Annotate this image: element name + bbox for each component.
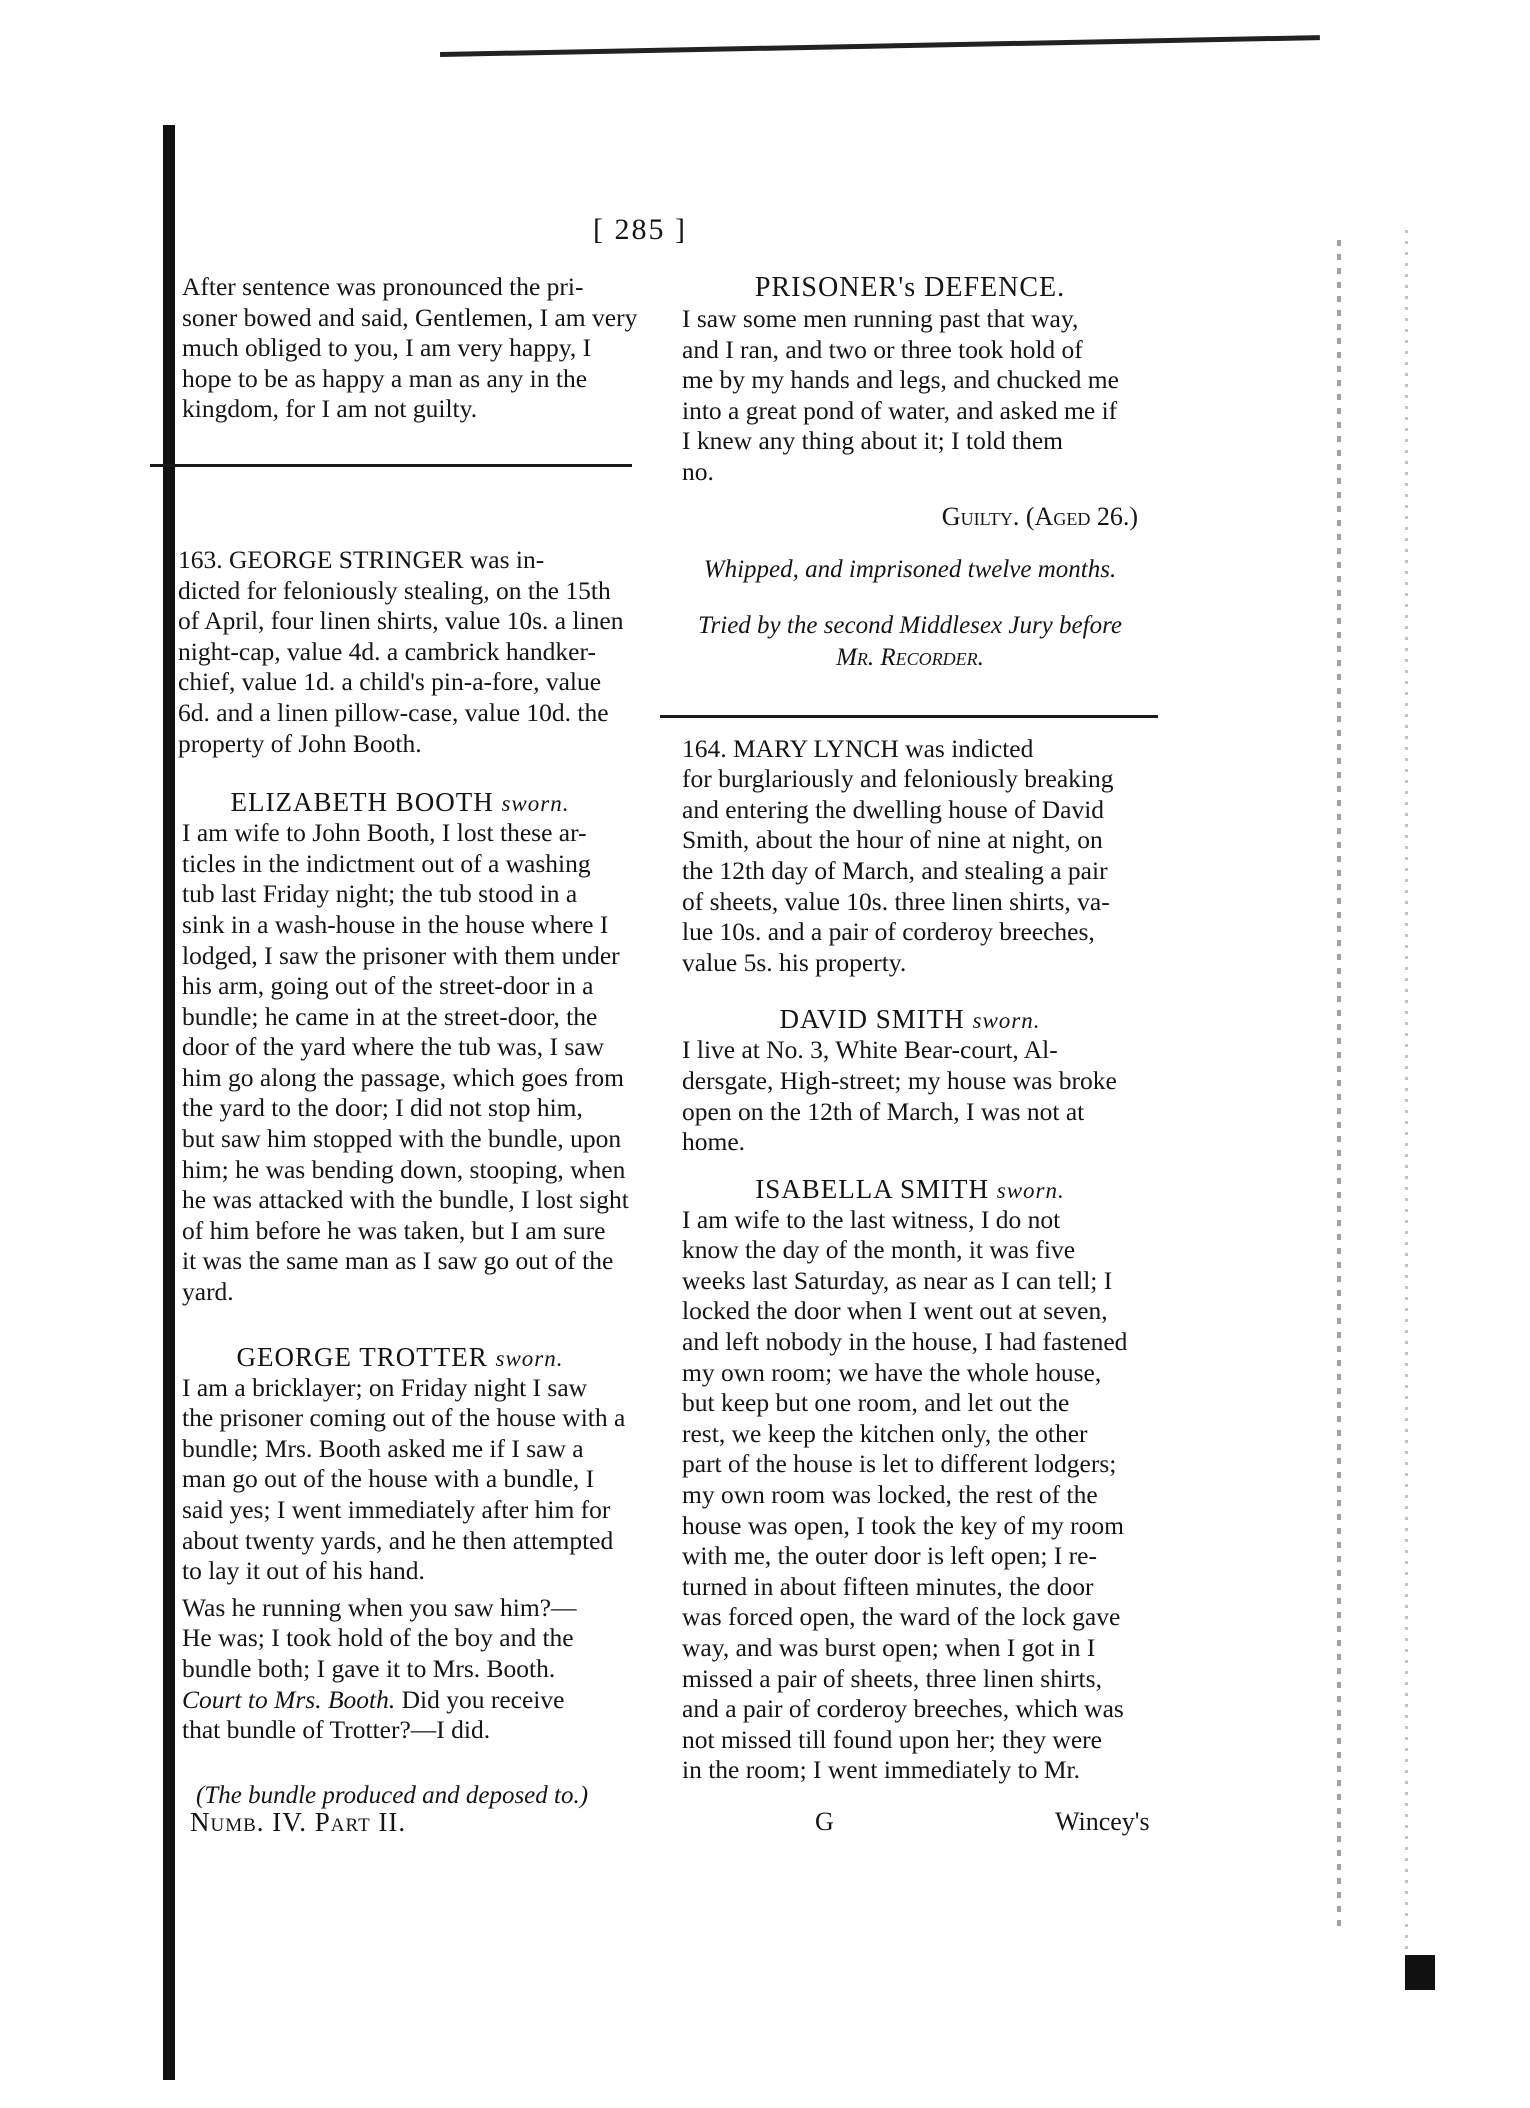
witness-testimony: [660, 1205, 1160, 1786]
witness-heading-george-trotter: [160, 1342, 640, 1373]
text-line: hope to be as happy a man as any in the: [182, 363, 588, 393]
sworn-label: sworn.: [501, 791, 570, 817]
text-line: my own room; we have the whole house,: [682, 1357, 1102, 1387]
section-rule: [660, 715, 1158, 718]
right-edge-shadow-outer: [1405, 230, 1408, 1950]
verdict: Guilty. (Aged 26.): [941, 501, 1138, 531]
text-line: bundle; Mrs. Booth asked me if I saw a: [182, 1433, 584, 1463]
text-line: no.: [682, 456, 714, 486]
text-line: open on the 12th of March, I was not at: [682, 1096, 1085, 1126]
text-line: way, and was burst open; when I got in I: [682, 1633, 1096, 1662]
text-line: turned in about fifteen minutes, the door: [682, 1571, 1094, 1601]
text-line: night-cap, value 4d. a cambrick handker-: [178, 636, 596, 666]
witness-heading-isabella-smith: [660, 1174, 1160, 1205]
text-line: was forced open, the ward of the lock gave: [682, 1602, 1121, 1632]
text-line: ticles in the indictment out of a washing: [182, 848, 591, 878]
catchword: Wincey's: [1055, 1807, 1150, 1836]
text-line: of April, four linen shirts, value 10s. a linen: [178, 606, 624, 636]
bundle-note: (The bundle produced and deposed to.): [196, 1781, 589, 1809]
text-line: house was open, I took the key of my room: [682, 1510, 1124, 1540]
text-line: about twenty yards, and he then attempted: [182, 1525, 614, 1555]
text-line: the prisoner coming out of the house with a: [182, 1403, 626, 1433]
text-line: and entering the dwelling house of David: [682, 794, 1105, 824]
text-line: for burglariously and feloniously breaking: [682, 764, 1114, 794]
left-column: [160, 272, 640, 1812]
text-line: to lay it out of his hand.: [182, 1556, 425, 1586]
court-question: [160, 1685, 640, 1746]
witness-name: DAVID SMITH: [779, 1004, 965, 1035]
top-edge-rule: [440, 35, 1320, 57]
question-answer: [160, 1593, 640, 1685]
text-line: Was he running when you saw him?—: [182, 1592, 577, 1622]
text-line: bundle both; I gave it to Mrs. Booth.: [182, 1653, 556, 1683]
text-line: Mr. Recorder.: [836, 643, 984, 671]
text-line: I saw some men running past that way,: [682, 304, 1079, 333]
text-line: dersgate, High-street; my house was broke: [682, 1065, 1117, 1095]
text-line: the yard to the door; I did not stop him,: [182, 1093, 583, 1123]
case-164-indictment: [660, 734, 1160, 979]
text-line: lue 10s. and a pair of corderoy breeches,: [682, 917, 1095, 947]
text-line: of him before he was taken, but I am sure: [182, 1215, 606, 1245]
sworn-label: sworn.: [495, 1345, 564, 1371]
text-line: sink in a wash-house in the house where I: [182, 909, 609, 939]
witness-heading-elizabeth-booth: [160, 787, 640, 818]
text-line: man go out of the house with a bundle, I: [182, 1464, 595, 1494]
text-line: and left nobody in the house, I had fastened: [682, 1327, 1128, 1357]
intro-paragraph: [160, 272, 640, 425]
text-line: bundle; he came in at the street-door, the: [182, 1001, 598, 1031]
text-line: dicted for feloniously stealing, on the 15th: [178, 575, 611, 605]
case-163-indictment: [160, 545, 640, 759]
text-line: part of the house is let to different lodgers;: [682, 1449, 1117, 1479]
text-line: door of the yard where the tub was, I saw: [182, 1032, 605, 1062]
text-line: yard.: [182, 1277, 234, 1307]
text-line: value 5s. his property.: [682, 947, 907, 977]
text-line: home.: [682, 1127, 746, 1157]
text-line: missed a pair of sheets, three linen shirts,: [682, 1663, 1102, 1693]
part-label: Numb. IV. Part II.: [190, 1807, 407, 1837]
text-line: kingdom, for I am not guilty.: [182, 394, 478, 424]
section-rule: [150, 464, 632, 467]
text-line: rest, we keep the kitchen only, the other: [682, 1418, 1088, 1448]
text-line: I am wife to the last witness, I do not: [682, 1204, 1061, 1234]
sworn-label: sworn.: [996, 1177, 1065, 1203]
text-line: him; he was bending down, stooping, when: [182, 1154, 626, 1184]
text-line: that bundle of Trotter?—I did.: [182, 1715, 491, 1745]
witness-name: ISABELLA SMITH: [755, 1173, 989, 1204]
right-edge-mark: [1405, 1955, 1435, 1990]
text-line: into a great pond of water, and asked me if: [682, 395, 1118, 425]
text-line: Smith, about the hour of nine at night, on: [682, 825, 1103, 855]
sentence: Whipped, and imprisoned twelve months.: [703, 555, 1117, 583]
witness-name: ELIZABETH BOOTH: [230, 787, 494, 818]
text-line: Tried by the second Middlesex Jury before: [698, 611, 1122, 639]
text-line: not missed till found upon her; they were: [682, 1724, 1102, 1754]
text-line: he was attacked with the bundle, I lost sight: [182, 1185, 629, 1215]
text-line: my own room was locked, the rest of the: [682, 1480, 1098, 1510]
text-line: chief, value 1d. a child's pin-a-fore, value: [178, 667, 602, 697]
sworn-label: sworn.: [972, 1008, 1041, 1034]
right-edge-shadow: [1337, 240, 1341, 1930]
tried-by: [660, 610, 1160, 674]
text-line: of sheets, value 10s. three linen shirts, va-: [682, 886, 1110, 916]
text-line: much obliged to you, I am very happy, I: [182, 333, 592, 363]
text-line: but saw him stopped with the bundle, upon: [182, 1124, 622, 1154]
text-line: I knew any thing about it; I told them: [682, 426, 1064, 456]
text-line: I am wife to John Booth, I lost these ar-: [182, 818, 587, 848]
text-line: 164. MARY LYNCH was indicted: [682, 733, 1034, 763]
text-line: Did you receive: [395, 1684, 565, 1714]
text-line: but keep but one room, and let out the: [682, 1388, 1070, 1418]
text-line: his arm, going out of the street-door in a: [182, 971, 594, 1001]
signature-mark: G: [815, 1807, 834, 1836]
defence-text: [660, 304, 1160, 488]
text-line: in the room; I went immediately to Mr.: [682, 1755, 1081, 1785]
defence-heading: PRISONER's DEFENCE.: [754, 272, 1066, 303]
text-line: After sentence was pronounced the pri-: [182, 272, 584, 301]
text-line: me by my hands and legs, and chucked me: [682, 365, 1119, 395]
text-line: I live at No. 3, White Bear-court, Al-: [682, 1035, 1058, 1065]
text-line: I am a bricklayer; on Friday night I saw: [182, 1372, 588, 1402]
right-column: [660, 272, 1160, 1786]
text-line: it was the same man as I saw go out of the: [182, 1246, 614, 1276]
text-line: and I ran, and two or three took hold of: [682, 334, 1083, 364]
witness-testimony: [160, 1373, 640, 1587]
text-line: locked the door when I went out at seven,: [682, 1296, 1108, 1326]
text-line: with me, the outer door is left open; I re-: [682, 1541, 1097, 1571]
text-line: weeks last Saturday, as near as I can tell; I: [682, 1265, 1113, 1295]
court-prefix: Court to Mrs. Booth.: [182, 1684, 396, 1714]
text-line: He was; I took hold of the boy and the: [182, 1623, 574, 1653]
witness-testimony: [160, 818, 640, 1308]
text-line: and a pair of corderoy breeches, which was: [682, 1694, 1124, 1724]
text-line: 163. GEORGE STRINGER was in-: [178, 544, 545, 574]
text-line: know the day of the month, it was five: [682, 1235, 1076, 1265]
text-line: soner bowed and said, Gentlemen, I am very: [182, 302, 638, 332]
witness-testimony: [660, 1035, 1160, 1157]
text-line: property of John Booth.: [178, 728, 422, 758]
text-line: said yes; I went immediately after him for: [182, 1495, 611, 1524]
witness-heading-david-smith: [660, 1004, 1160, 1035]
text-line: 6d. and a linen pillow-case, value 10d. the: [178, 697, 609, 727]
text-line: lodged, I saw the prisoner with them under: [182, 940, 620, 970]
witness-name: GEORGE TROTTER: [236, 1341, 488, 1372]
text-line: him go along the passage, which goes from: [182, 1062, 624, 1092]
page-number: [ 285 ]: [593, 213, 687, 246]
text-line: tub last Friday night; the tub stood in a: [182, 879, 578, 909]
text-line: the 12th day of March, and stealing a pair: [682, 855, 1108, 885]
